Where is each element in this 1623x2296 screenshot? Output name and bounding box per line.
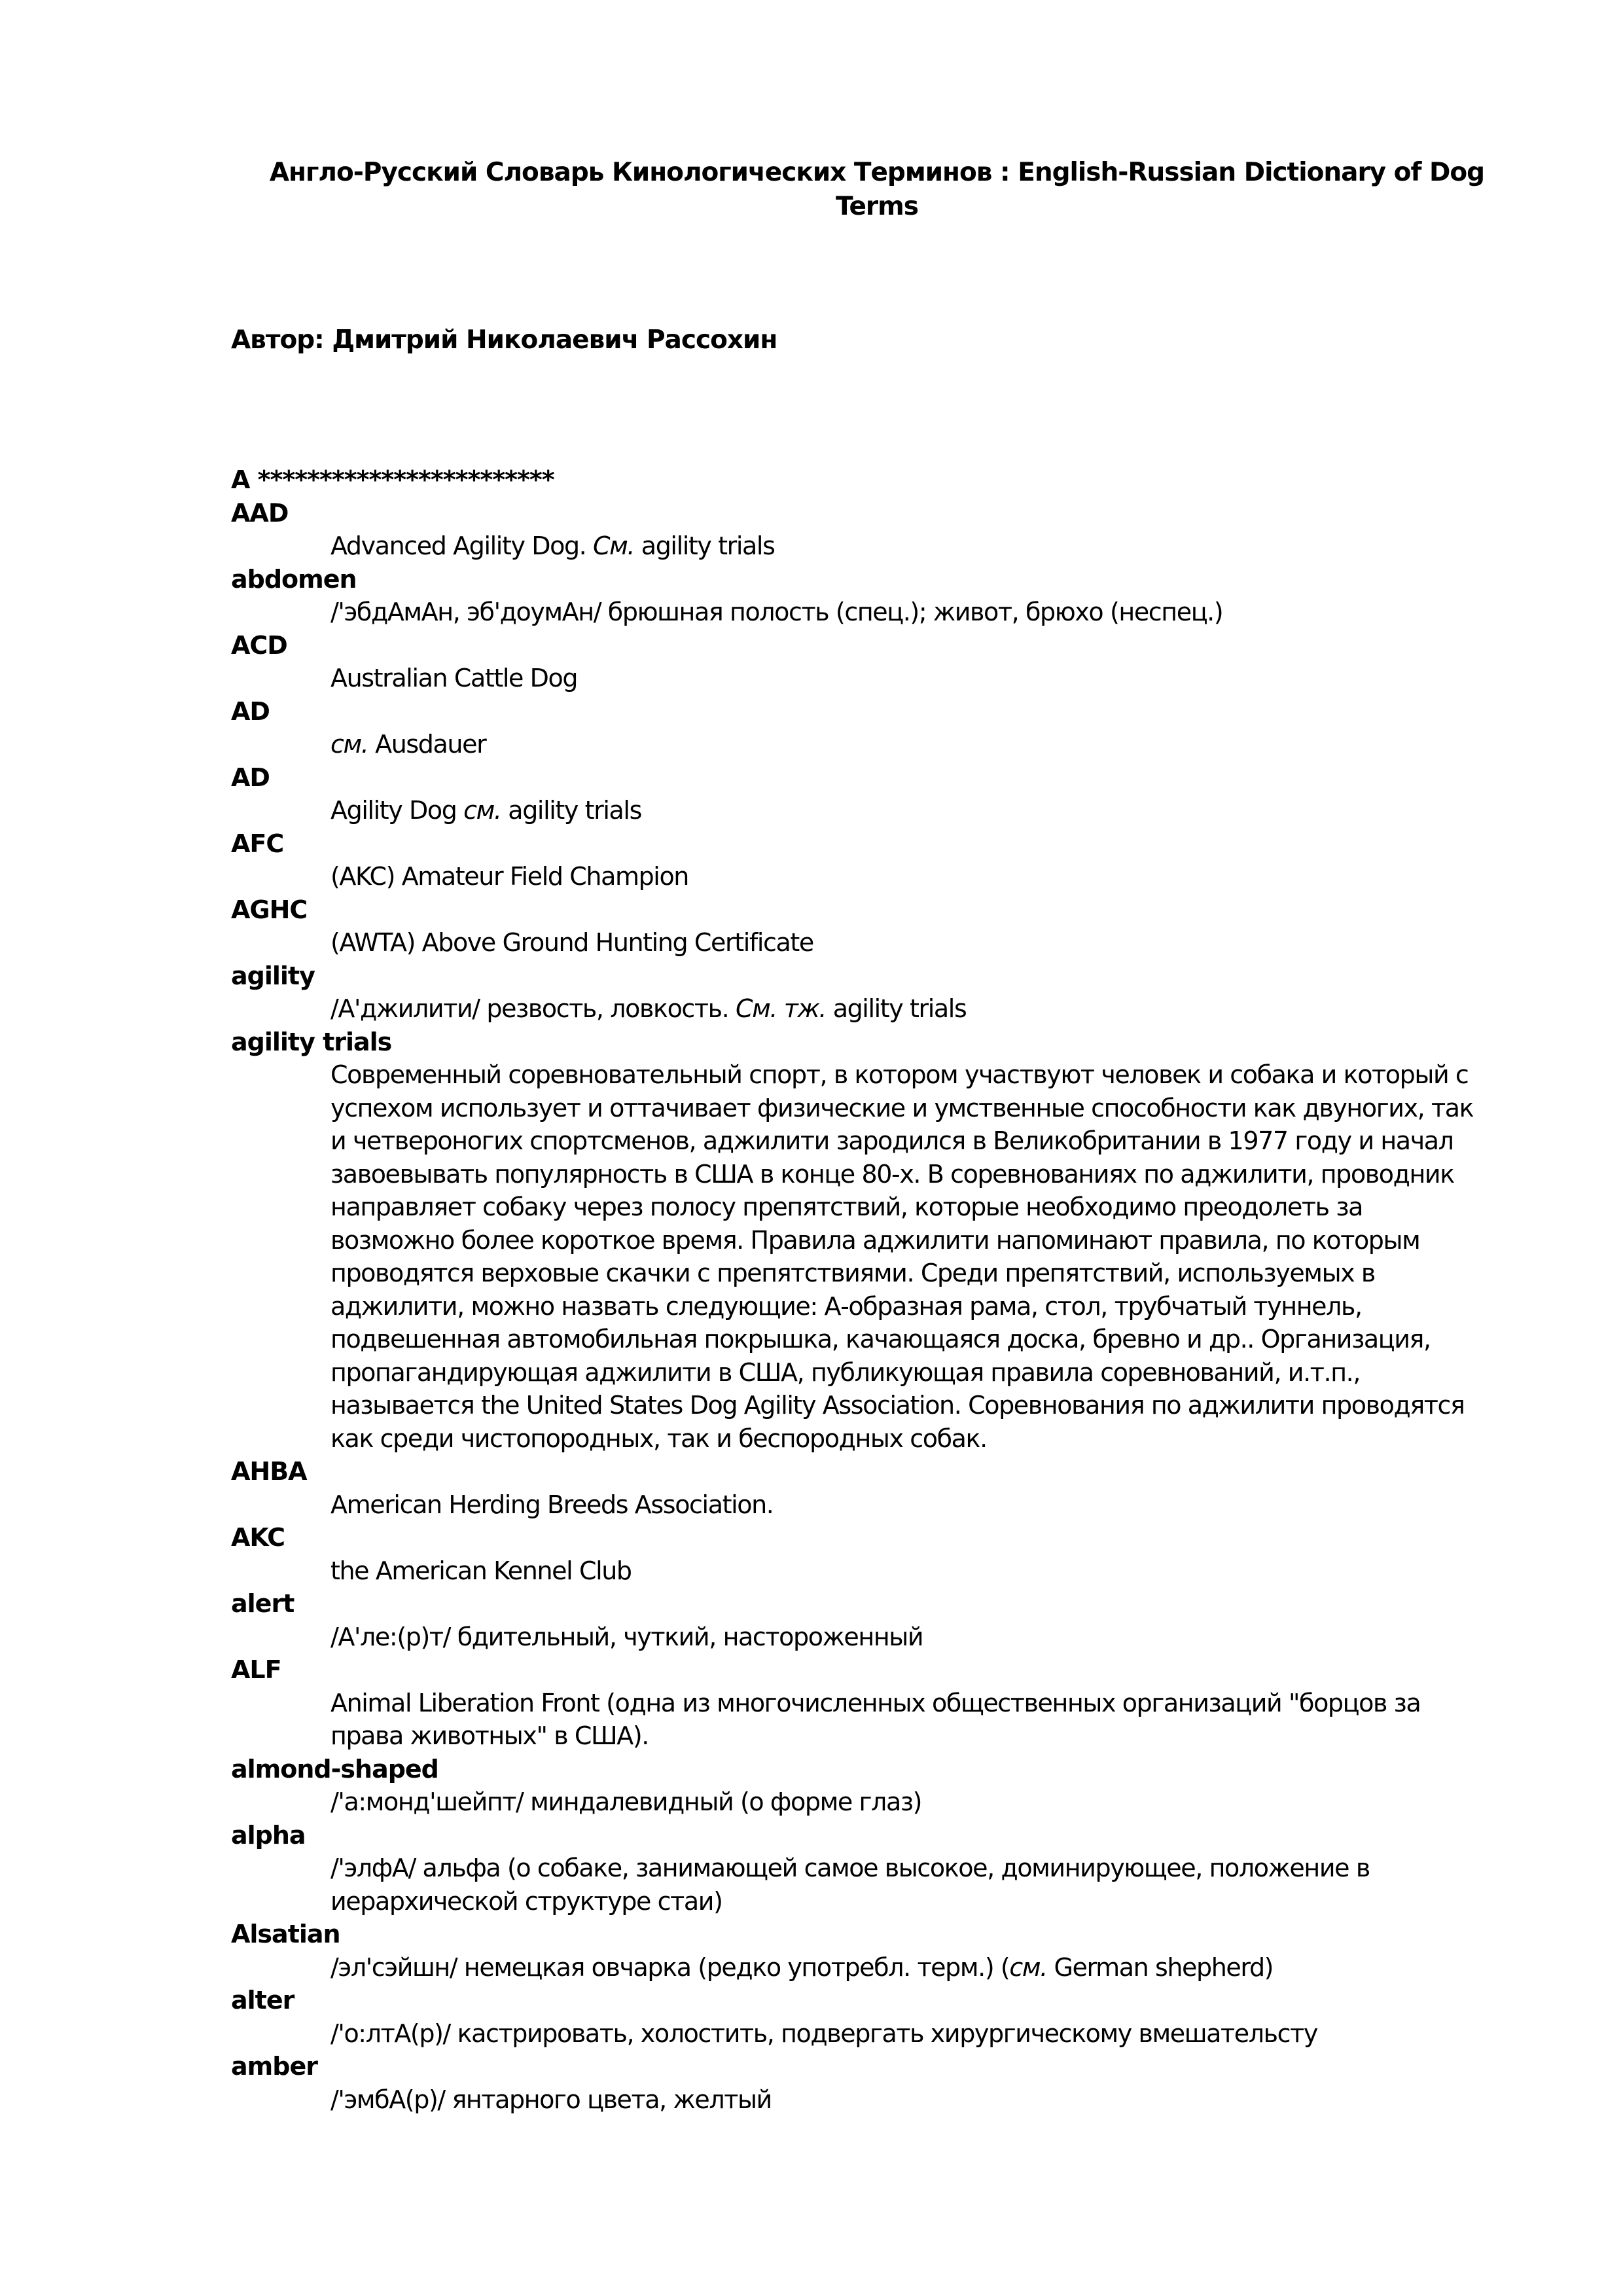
definition-text: German shepherd): [1046, 1952, 1274, 1982]
definition-text: American Herding Breeds Association.: [330, 1490, 774, 1519]
entry-term: AAD: [231, 498, 289, 528]
definition-line: аджилити, можно назвать следующие: А-образная рама, стол, трубчатый туннель,: [330, 1291, 1362, 1321]
entry-list: [231, 497, 1520, 2117]
definition-line: завоевывать популярность в США в конце 80-х. В соревнованиях по аджилити, проводник: [330, 1159, 1454, 1189]
entry-definition: [231, 794, 1520, 827]
definition-text: agility trials: [634, 531, 775, 560]
entry-term: AKC: [231, 1523, 285, 1552]
definition-text: /А'ле:(р)т/ бдительный, чуткий, настороженный: [330, 1622, 923, 1651]
definition-text: Advanced Agility Dog.: [330, 531, 594, 560]
entry-definition: [231, 1554, 1520, 1588]
entry-definition: [231, 1488, 1520, 1522]
document-author: Автор: Дмитрий Николаевич Рассохин: [231, 325, 777, 355]
entry-term: AD: [231, 762, 270, 792]
entry-definition: [231, 662, 1520, 695]
definition-text: the American Kennel Club: [330, 1556, 632, 1585]
entry-term: abdomen: [231, 564, 357, 594]
entry-definition: [231, 992, 1520, 1026]
entry-term: ACD: [231, 630, 287, 660]
definition-abbreviation: см.: [463, 796, 501, 825]
entry-term: Alsatian: [231, 1920, 340, 1948]
definition-text: (AWTA) Above Ground Hunting Certificate: [330, 928, 813, 957]
entry-term: ALF: [231, 1655, 281, 1684]
entry-term: agility: [231, 961, 315, 990]
definition-text: /'а:монд'шейпт/ миндалевидный (о форме глаз): [330, 1787, 922, 1816]
definition-abbreviation: См.: [593, 531, 635, 560]
definition-text: (AKC) Amateur Field Champion: [330, 862, 688, 891]
entry-term: AGHC: [231, 895, 308, 924]
definition-line: Animal Liberation Front (одна из многочисленных общественных организаций "борцов за: [330, 1688, 1421, 1717]
definition-line: возможно более короткое время. Правила аджилити напоминают правила, по которым: [330, 1225, 1420, 1255]
definition-line: и четвероногих спортсменов, аджилити зародился в Великобритании в 1977 году и начал: [330, 1126, 1454, 1155]
document-title-line-1: Англо-Русский Словарь Кинологических Терминов : English-Russian Dictionary of Dog: [269, 158, 1485, 187]
definition-abbreviation: см.: [330, 730, 368, 759]
definition-line: как среди чистопородных, так и беспородных собак.: [330, 1424, 987, 1453]
entry-definition: [231, 1687, 1520, 1753]
entry-term: AFC: [231, 829, 284, 858]
definition-line: пропагандирующая аджилити в США, публикующая правила соревнований, и.т.п.,: [330, 1357, 1361, 1387]
definition-line: называется the United States Dog Agility Association. Соревнования по аджилити проводятся: [330, 1391, 1465, 1420]
entry-definition: [231, 529, 1520, 563]
definition-line: проводятся верховые скачки с препятствиями. Среди препятствий, используемых в: [330, 1259, 1375, 1287]
entry-definition: [231, 728, 1520, 761]
entry-term: alter: [231, 1986, 294, 2015]
entry-definition: [231, 1951, 1520, 1984]
definition-text: /'эмбА(р)/ янтарного цвета, желтый: [330, 2085, 772, 2114]
section-heading: A ************************: [231, 465, 554, 494]
definition-line: права животных" в США).: [330, 1721, 649, 1750]
entry-definition: [231, 2083, 1520, 2117]
entry-term: AD: [231, 696, 270, 726]
definition-text: agility trials: [501, 796, 641, 825]
entry-term: alert: [231, 1589, 294, 1618]
entry-term: amber: [231, 2052, 317, 2081]
definition-line: успехом использует и оттачивает физические и умственные способности как двуногих, так: [330, 1093, 1474, 1122]
definition-text: Agility Dog: [330, 796, 464, 825]
dictionary-entries: [231, 463, 1520, 2116]
definition-text: /'о:лтА(р)/ кастрировать, холостить, подвергать хирургическому вмешательсту: [330, 2018, 1317, 2048]
entry-definition: [231, 1785, 1520, 1819]
definition-text: Australian Cattle Dog: [330, 664, 578, 692]
entry-term: AHBA: [231, 1457, 307, 1486]
definition-line: направляет собаку через полосу препятствий, которые необходимо преодолеть за: [330, 1193, 1363, 1221]
entry-definition: [231, 1852, 1520, 1918]
definition-text: /А'джилити/ резвость, ловкость.: [330, 994, 736, 1023]
entry-definition: [231, 926, 1520, 960]
document-title-line-2: Terms: [836, 192, 918, 221]
document-title: [236, 156, 1518, 224]
entry-definition: [231, 1058, 1520, 1455]
definition-text: agility trials: [826, 994, 967, 1023]
definition-line: иерархической структуре стаи): [330, 1886, 722, 1916]
definition-text: Ausdauer: [368, 730, 486, 759]
entry-term: alpha: [231, 1820, 306, 1850]
entry-definition: [231, 1621, 1520, 1654]
entry-term: agility trials: [231, 1027, 392, 1056]
definition-line: Современный соревновательный спорт, в котором участвуют человек и собака и который с: [330, 1060, 1469, 1089]
definition-text: /эл'сэйшн/ немецкая овчарка (редко употребл. терм.) (: [330, 1952, 1010, 1982]
entry-definition: [231, 860, 1520, 893]
definition-abbreviation: см.: [1009, 1952, 1047, 1982]
entry-definition: [231, 596, 1520, 629]
entry-term: almond-shaped: [231, 1754, 438, 1784]
definition-abbreviation: См. тж.: [736, 994, 827, 1023]
entry-definition: [231, 2017, 1520, 2051]
definition-line: подвешенная автомобильная покрышка, качающаяся доска, бревно и др.. Организация,: [330, 1325, 1431, 1354]
definition-line: /'элфА/ альфа (о собаке, занимающей самое высокое, доминирующее, положение в: [330, 1854, 1370, 1882]
definition-text: /'эбдАмАн, эб'доумАн/ брюшная полость (спец.); живот, брюхо (неспец.): [330, 598, 1223, 626]
